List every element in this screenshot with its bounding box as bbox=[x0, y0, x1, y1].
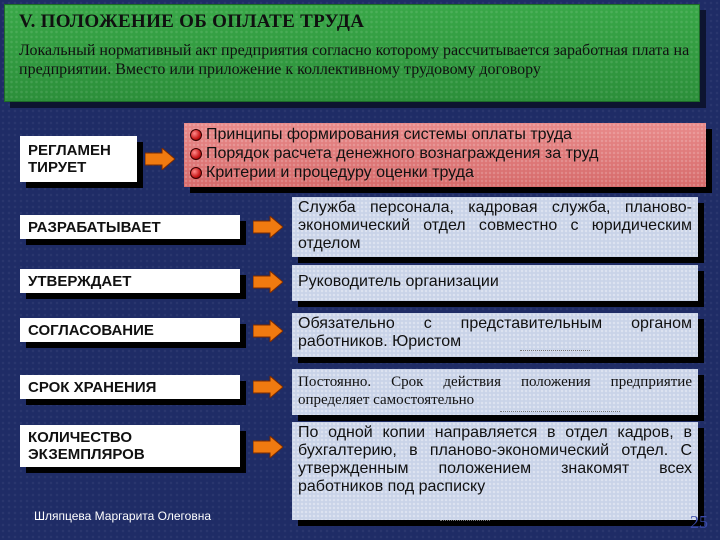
regulates-list bbox=[184, 123, 706, 187]
label-razrabatyvaet: РАЗРАБАТЫВАЕТ bbox=[20, 215, 240, 239]
author-name: Шляпцева Маргарита Олеговна bbox=[34, 509, 212, 523]
bullet-icon bbox=[190, 148, 202, 160]
dotted-underline bbox=[440, 520, 490, 521]
value-soglasovanie: Обязательно с представительным органом работников. Юристом bbox=[292, 313, 698, 357]
arrow-icon bbox=[253, 376, 283, 398]
page-number: 25 bbox=[690, 512, 708, 532]
list-item: Принципы формирования системы оплаты труда bbox=[190, 125, 706, 144]
slide-description: Локальный нормативный акт предприятия согласно которому рассчитывается заработная плата на предприятии. Вместо или приложение к коллективному трудовому договору bbox=[19, 42, 690, 78]
label-utverzhdaet: УТВЕРЖДАЕТ bbox=[20, 269, 240, 293]
value-utverzhdaet: Руководитель организации bbox=[292, 265, 698, 301]
bullet-icon bbox=[190, 167, 202, 179]
bullet-icon bbox=[190, 129, 202, 141]
label-kolichestvo-ekzemplyarov: КОЛИЧЕСТВО ЭКЗЕМПЛЯРОВ bbox=[20, 425, 240, 467]
dotted-underline bbox=[500, 411, 620, 412]
arrow-icon bbox=[145, 148, 175, 170]
label-soglasovanie: СОГЛАСОВАНИЕ bbox=[20, 318, 240, 342]
dotted-underline bbox=[520, 350, 590, 351]
label-srok-khraneniya: СРОК ХРАНЕНИЯ bbox=[20, 375, 240, 399]
slide-header bbox=[4, 4, 700, 102]
arrow-icon bbox=[253, 436, 283, 458]
list-item: Критерии и процедуру оценки труда bbox=[190, 163, 706, 182]
label-reglamentiruet bbox=[20, 136, 137, 182]
label-text: РЕГЛАМЕН ТИРУЕТ bbox=[28, 142, 111, 176]
list-item: Порядок расчета денежного вознаграждения за труд bbox=[190, 144, 706, 163]
arrow-icon bbox=[253, 271, 283, 293]
slide-title: V. ПОЛОЖЕНИЕ ОБ ОПЛАТЕ ТРУДА bbox=[19, 11, 365, 32]
value-kolichestvo-ekzemplyarov: По одной копии направляется в отдел кадров, в бухгалтерию, в планово-экономический отдел. С утвержденным положением знакомят всех работников под расписку bbox=[292, 422, 698, 520]
arrow-icon bbox=[253, 216, 283, 238]
value-srok-khraneniya: Постоянно. Срок действия положения предприятие определяет самостоятельно bbox=[292, 369, 698, 415]
arrow-icon bbox=[253, 320, 283, 342]
value-razrabatyvaet: Служба персонала, кадровая служба, планово-экономический отдел совместно с юридическим отделом bbox=[292, 197, 698, 257]
